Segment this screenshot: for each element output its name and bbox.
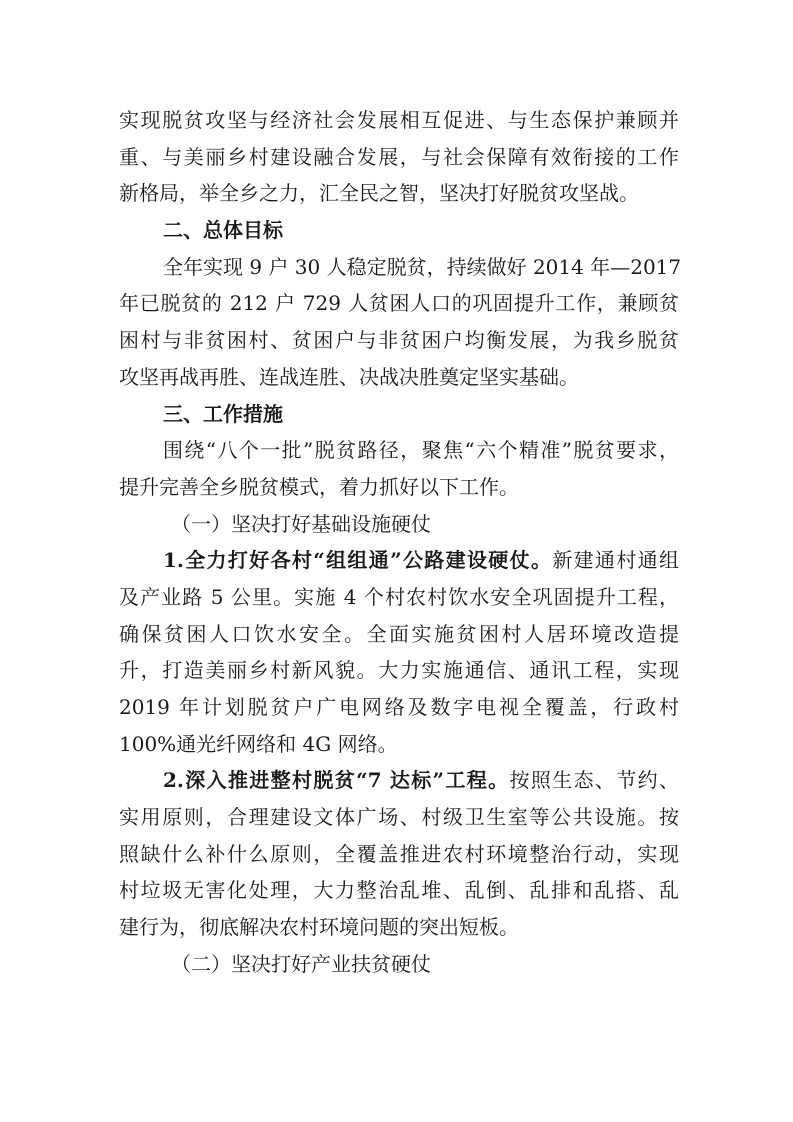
section-heading-overall-goal: 二、总体目标 — [163, 218, 283, 243]
item-1-text: 新建通村通组 — [552, 548, 680, 573]
paragraph-line: 照缺什么补什么原则，全覆盖推进农村环境整治行动，实现 — [119, 841, 679, 866]
paragraph-line: 2019 年计划脱贫户广电网络及数字电视全覆盖，行政村 — [119, 695, 679, 719]
paragraph-line: 确保贫困人口饮水安全。全面实施贫困村人居环境改造提 — [119, 621, 679, 646]
item-2-title: 2.深入推进整村脱贫“7 达标”工程。 — [163, 768, 510, 793]
item-1-first-line — [119, 542, 679, 579]
paragraph-line: 升，打造美丽乡村新风貌。大力实施通信、通讯工程，实现 — [119, 658, 679, 683]
paragraph-line: 100%通光纤网络和 4G 网络。 — [119, 731, 398, 756]
paragraph-line: 村垃圾无害化处理，大力整治乱堆、乱倒、乱排和乱搭、乱 — [119, 878, 679, 903]
item-2-text: 按照生态、节约、 — [509, 768, 680, 793]
paragraph-line: 攻坚再战再胜、连战连胜、决战决胜奠定坚实基础。 — [119, 364, 579, 389]
paragraph-line: 困村与非贫困村、贫困户与非贫困户均衡发展，为我乡脱贫 — [119, 328, 679, 353]
paragraph-line: 及产业路 5 公里。实施 4 个村农村饮水安全巩固提升工程， — [119, 584, 679, 609]
item-1-title: 1.全力打好各村“组组通”公路建设硬仗。 — [163, 548, 553, 573]
subsection-heading-industry: （二）坚决打好产业扶贫硬仗 — [171, 951, 431, 976]
paragraph-line: 实用原则，合理建设文体广场、村级卫生室等公共设施。按 — [119, 805, 679, 830]
paragraph-line: 年已脱贫的 212 户 729 人贫困人口的巩固提升工作，兼顾贫 — [119, 291, 679, 316]
item-2-first-line — [119, 762, 679, 799]
paragraph-line: 重、与美丽乡村建设融合发展，与社会保障有效衔接的工作 — [119, 144, 679, 169]
paragraph-line: 提升完善全乡脱贫模式，着力抓好以下工作。 — [119, 474, 519, 499]
paragraph-line: 建行为，彻底解决农村环境问题的突出短板。 — [119, 915, 519, 940]
paragraph-line: 全年实现 9 户 30 人稳定脱贫，持续做好 2014 年—2017 — [163, 254, 682, 279]
section-heading-measures: 三、工作措施 — [163, 401, 283, 426]
paragraph-line: 围绕“八个一批”脱贫路径，聚焦“六个精准”脱贫要求， — [163, 438, 679, 463]
paragraph-line: 实现脱贫攻坚与经济社会发展相互促进、与生态保护兼顾并 — [119, 108, 679, 132]
paragraph-line: 新格局，举全乡之力，汇全民之智，坚决打好脱贫攻坚战。 — [119, 181, 639, 206]
document-page — [119, 102, 682, 983]
subsection-heading-infrastructure: （一）坚决打好基础设施硬仗 — [171, 511, 431, 536]
